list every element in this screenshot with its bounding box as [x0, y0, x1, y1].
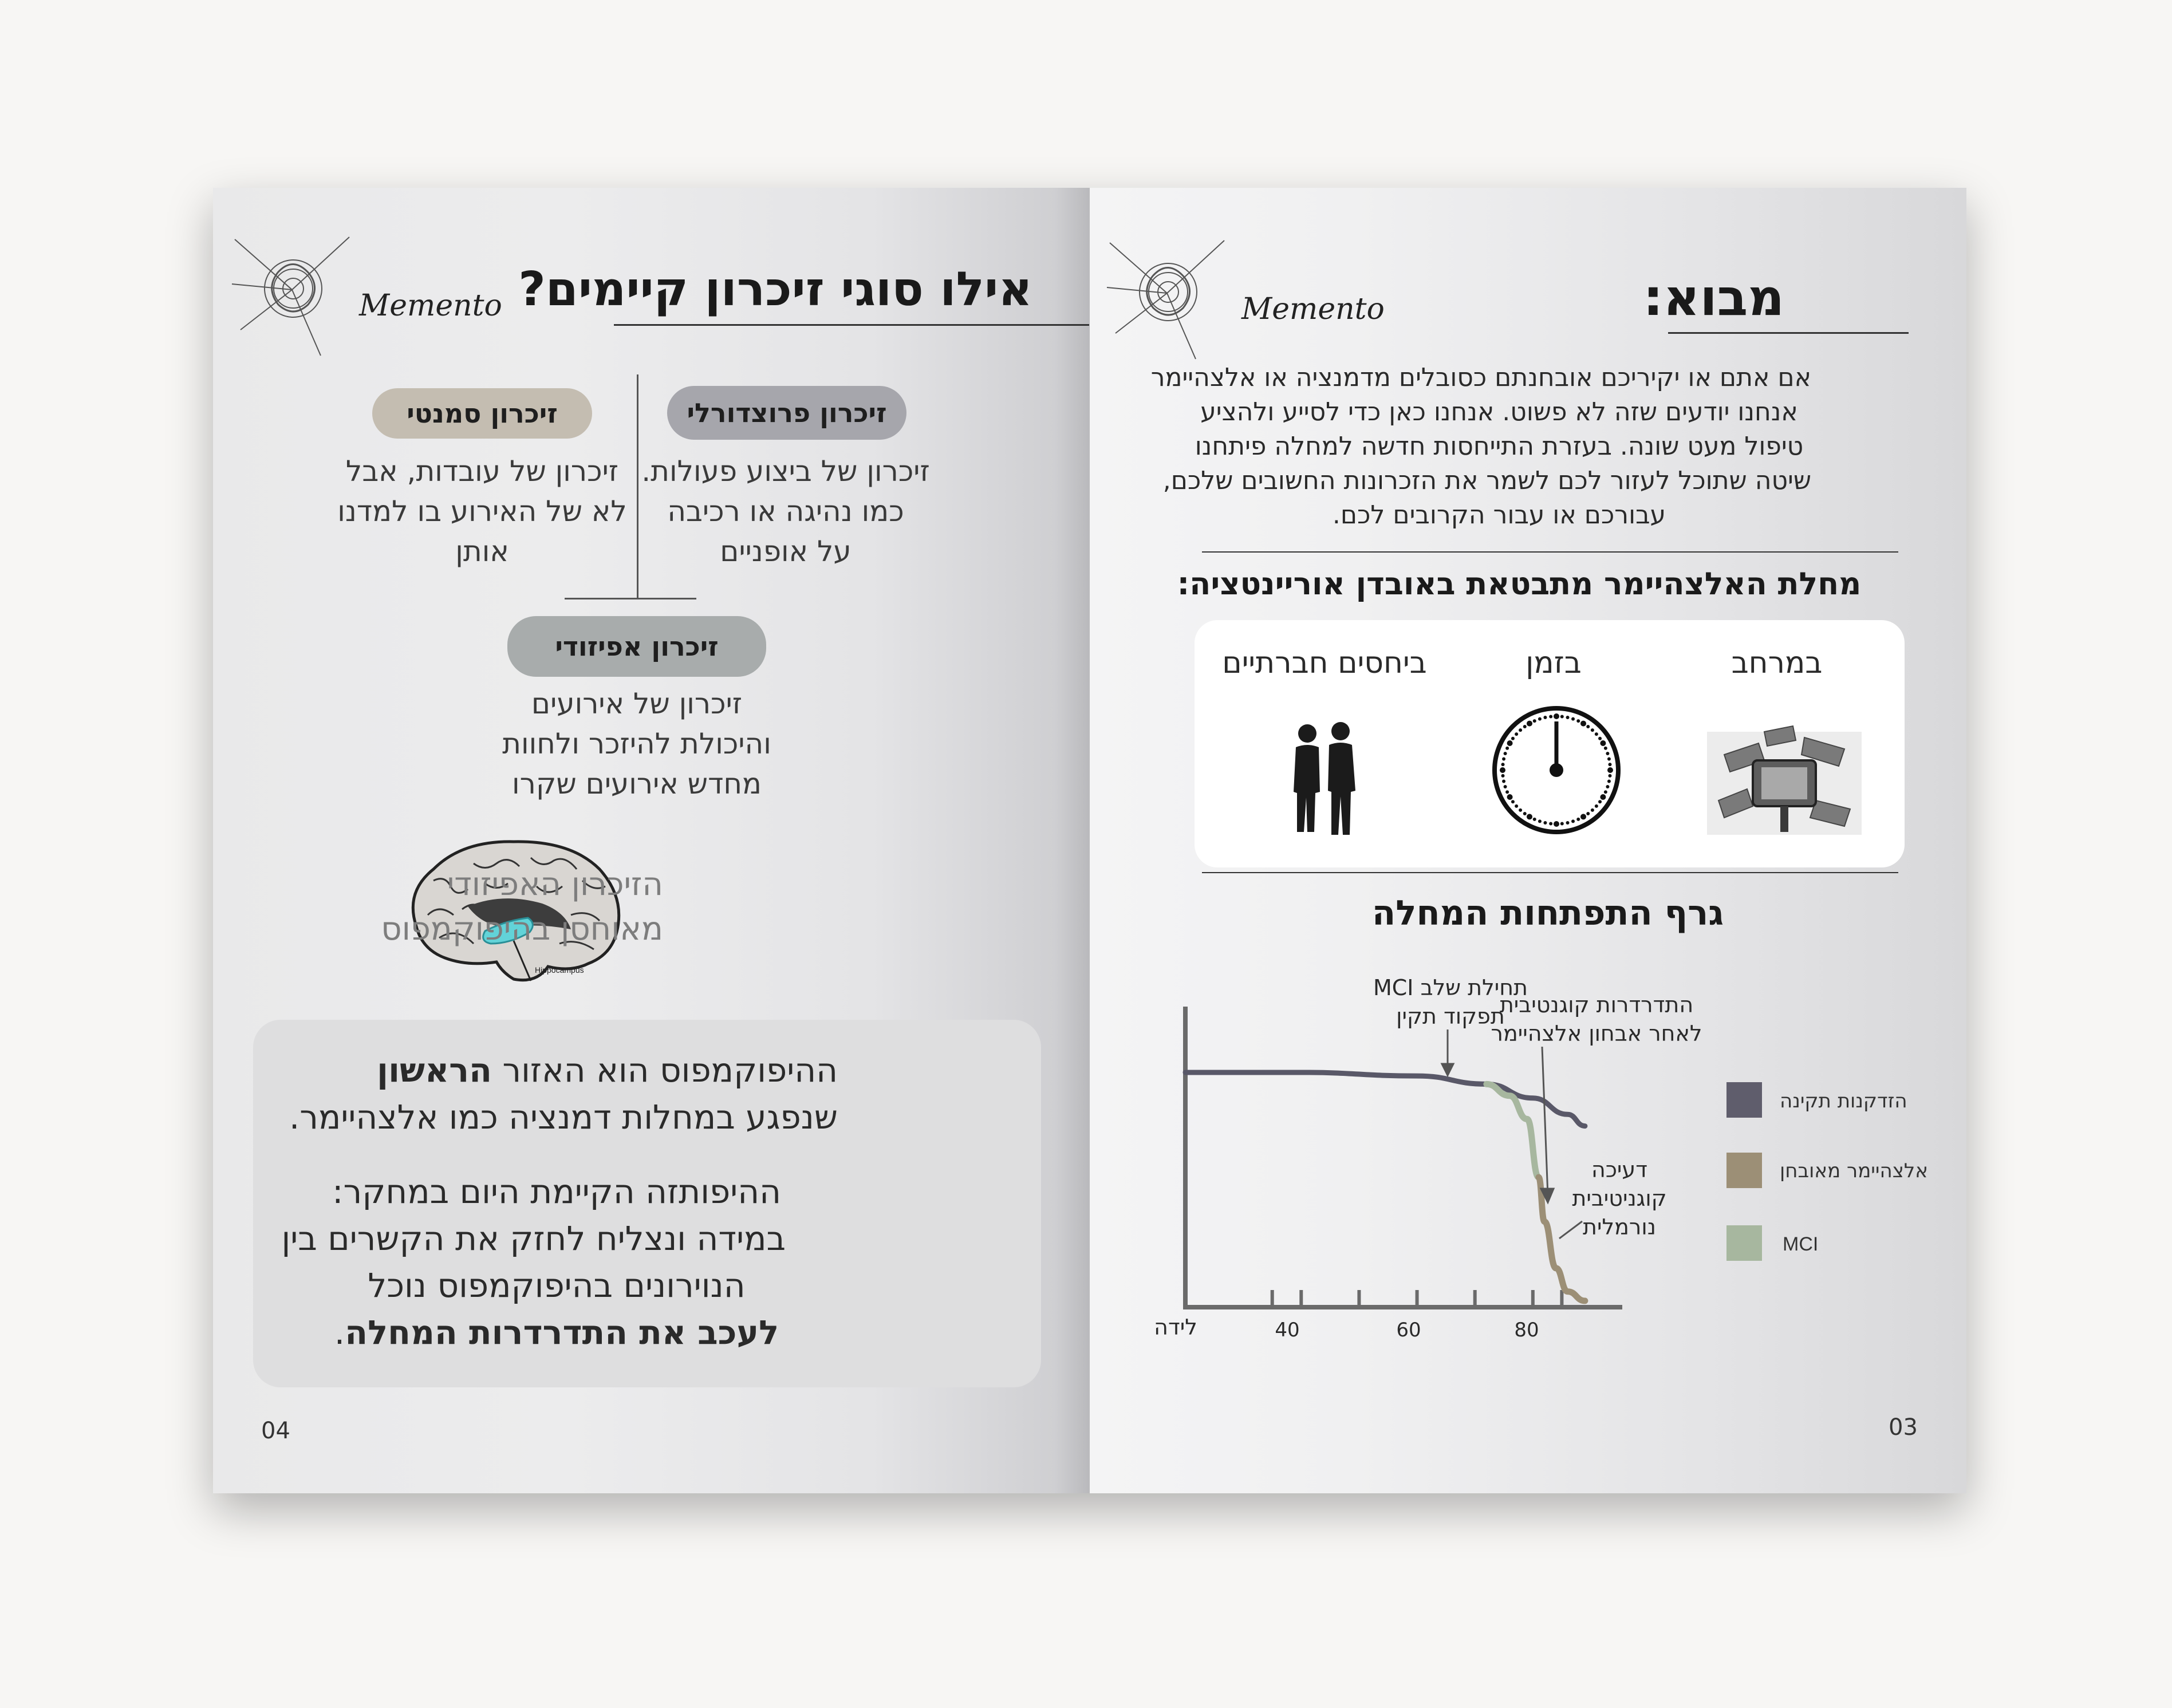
procedural-memory-pill: זיכרון פרוצדורלי	[667, 386, 906, 440]
page-left	[213, 188, 1090, 1493]
episodic-memory-pill: זיכרון אפיזודי	[507, 616, 766, 677]
procedural-desc-line: כמו נהיגה או רכיבה	[667, 495, 904, 528]
disease-progression-chart	[1090, 188, 1966, 1493]
web-logo-icon	[229, 232, 355, 358]
hypothesis-paragraph	[281, 1168, 786, 1356]
episodic-memory-desc	[488, 684, 786, 804]
alzheimer-decline-arrow	[1542, 1047, 1548, 1196]
paragraph-line	[328, 1309, 786, 1356]
semantic-memory-pill: זיכרון סמנטי	[372, 388, 592, 439]
legend-label-normal-aging: הזדקנות תקינה	[1780, 1090, 1907, 1113]
page-number: 03	[1889, 1414, 1918, 1441]
x-tick-label: 40	[1275, 1319, 1300, 1342]
annotation-line: דעיכה	[1591, 1157, 1647, 1182]
hippocampus-label: Hippocampus	[535, 965, 584, 975]
legend-swatch-alzheimer	[1726, 1153, 1762, 1188]
title-underline	[614, 324, 1089, 326]
intro-line: אנחנו יודעים שזה לא פשוט. אנחנו כאן כדי לסייע ולהציע	[1200, 397, 1798, 427]
intro-line: שיטה שתוכל לעזור לכם לשמר את הזכרונות החשובים שלכם,	[1162, 466, 1811, 495]
annotation-line: קוגניטיבית	[1572, 1186, 1667, 1211]
brain-caption-line: מאוחסן בהיפוקמפוס	[381, 910, 663, 948]
brand-name: Memento	[359, 289, 502, 323]
semantic-desc-line: אותן	[455, 535, 509, 568]
paragraph-text: ההיפוקמפוס הוא האזור	[491, 1051, 838, 1090]
legend-label-alzheimer: אלצהיימר מאובחן	[1780, 1159, 1928, 1182]
annotation-normal-decline	[1554, 1155, 1685, 1241]
annotation-line: תחילת שלב MCI	[1373, 975, 1528, 1000]
paragraph-line: ההיפותזה הקיימת היום במחקר:	[332, 1172, 782, 1211]
x-tick-label: 60	[1396, 1319, 1421, 1342]
page-right	[1090, 188, 1966, 1493]
semantic-memory-desc	[333, 451, 631, 571]
semantic-desc-line: לא של האירוע בו למדנו	[337, 495, 627, 528]
intro-line: עבורכם או עבור הקרובים לכם.	[1332, 500, 1666, 530]
episodic-desc-line: מחדש אירועים שקרו	[512, 767, 762, 800]
legend-swatch-mci	[1726, 1225, 1762, 1261]
semantic-desc-line: זיכרון של עובדות, אבל	[345, 455, 619, 488]
annotation-line: התדרדרות קוגנטיבית	[1499, 992, 1694, 1017]
brain-caption	[381, 862, 663, 952]
tree-horizontal-line	[565, 598, 696, 599]
hippocampus-paragraph	[289, 1047, 838, 1141]
x-tick-label: 80	[1514, 1319, 1539, 1342]
brand-name: Memento	[1241, 292, 1385, 326]
paragraph-line: הנוירונים בהיפוקמפוס נוכל	[368, 1266, 746, 1305]
brain-caption-line: הזיכרון האפיזודי	[447, 866, 663, 903]
annotation-line: נורמלית	[1583, 1214, 1656, 1240]
annotation-line: תפקוד תקין	[1396, 1004, 1505, 1029]
intro-line: אם אתם או יקיריכם אובחנתם כסובלים מדמנציה או אלצהיימר	[1150, 363, 1811, 392]
page-title: אילו סוגי זיכרון קיימים?	[518, 262, 1032, 317]
orientation-subtitle: מחלת האלצהיימר מתבטאת באובדן אוריינטציה:	[1177, 566, 1862, 602]
annotation-line: לאחר אבחון אלצהיימר	[1491, 1021, 1702, 1046]
graph-title: גרף התפתחות המחלה	[1371, 893, 1724, 933]
intro-line: טיפול מעט שונה. בעזרת התייחסות חדשה למחלה פיתחנו	[1195, 432, 1804, 461]
paragraph-line: שנפגע במחלות דמנציה כמו אלצהיימר.	[289, 1098, 838, 1137]
paragraph-text: .	[334, 1313, 345, 1352]
orientation-label-time: בזמן	[1525, 646, 1582, 680]
orientation-label-space: במרחב	[1731, 646, 1823, 680]
annotation-alzheimer-decline	[1468, 991, 1725, 1048]
legend-swatch-normal-aging	[1726, 1082, 1762, 1118]
page-title: מבוא:	[1643, 268, 1784, 327]
procedural-desc-line: על אופניים	[720, 535, 852, 568]
emphasis-first: הראשון	[377, 1051, 492, 1090]
mci-start-arrowhead	[1442, 1064, 1453, 1075]
procedural-memory-desc	[637, 451, 935, 571]
emphasis-delay: לעכב את התדרדרות המחלה	[345, 1313, 779, 1352]
episodic-desc-line: זיכרון של אירועים	[531, 687, 743, 720]
orientation-label-social: ביחסים חברתיים	[1222, 646, 1427, 680]
x-tick-label: לידה	[1154, 1315, 1197, 1340]
legend-label-mci: MCI	[1783, 1233, 1819, 1255]
paragraph-line	[289, 1047, 838, 1094]
procedural-desc-line: זיכרון של ביצוע פעולות.	[641, 455, 930, 488]
page-number: 04	[261, 1418, 290, 1444]
paragraph-line: במידה ונצליח לחזק את הקשרים בין	[281, 1219, 786, 1258]
episodic-desc-line: והיכולת להיזכר ולחוות	[502, 727, 771, 760]
